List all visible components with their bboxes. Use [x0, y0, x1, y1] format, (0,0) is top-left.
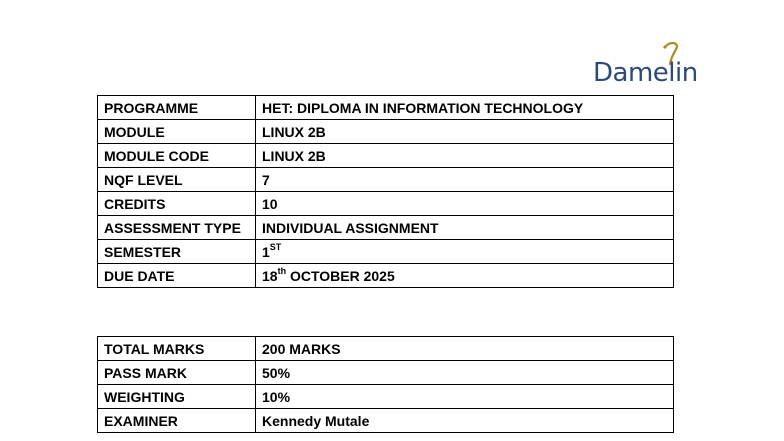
- damelin-logo: [588, 40, 698, 96]
- row-value: 7: [256, 168, 674, 192]
- row-value: HET: DIPLOMA IN INFORMATION TECHNOLOGY: [256, 96, 674, 120]
- table-row: [98, 337, 674, 361]
- row-label: CREDITS: [98, 192, 256, 216]
- row-label: SEMESTER: [98, 240, 256, 264]
- row-value: Kennedy Mutale: [256, 409, 674, 433]
- row-value: 50%: [256, 361, 674, 385]
- table-row: [98, 385, 674, 409]
- row-label: WEIGHTING: [98, 385, 256, 409]
- row-label: ASSESSMENT TYPE: [98, 216, 256, 240]
- table-row: [98, 120, 674, 144]
- row-label: PROGRAMME: [98, 96, 256, 120]
- row-label: PASS MARK: [98, 361, 256, 385]
- table-row: [98, 409, 674, 433]
- row-value: LINUX 2B: [256, 144, 674, 168]
- row-value: INDIVIDUAL ASSIGNMENT: [256, 216, 674, 240]
- row-value: LINUX 2B: [256, 120, 674, 144]
- value-superscript: th: [277, 266, 287, 277]
- table-row: [98, 240, 674, 264]
- module-info-table: [97, 95, 674, 288]
- row-value: [256, 264, 674, 288]
- row-label: EXAMINER: [98, 409, 256, 433]
- table-row: [98, 361, 674, 385]
- value-rest: OCTOBER 2025: [286, 268, 395, 284]
- row-label: DUE DATE: [98, 264, 256, 288]
- value-main: 1: [262, 244, 270, 260]
- table-row: [98, 216, 674, 240]
- row-label: MODULE: [98, 120, 256, 144]
- row-value: 200 MARKS: [256, 337, 674, 361]
- table-row: [98, 144, 674, 168]
- value-superscript: ST: [269, 242, 282, 253]
- logo-text: Damelin: [593, 58, 698, 88]
- value-main: 18: [262, 268, 278, 284]
- table-row: [98, 264, 674, 288]
- table-row: [98, 168, 674, 192]
- table-row: [98, 96, 674, 120]
- row-label: TOTAL MARKS: [98, 337, 256, 361]
- row-value: [256, 240, 674, 264]
- marks-table: [97, 336, 674, 433]
- row-label: MODULE CODE: [98, 144, 256, 168]
- row-value: 10%: [256, 385, 674, 409]
- row-label: NQF LEVEL: [98, 168, 256, 192]
- table-row: [98, 192, 674, 216]
- row-value: 10: [256, 192, 674, 216]
